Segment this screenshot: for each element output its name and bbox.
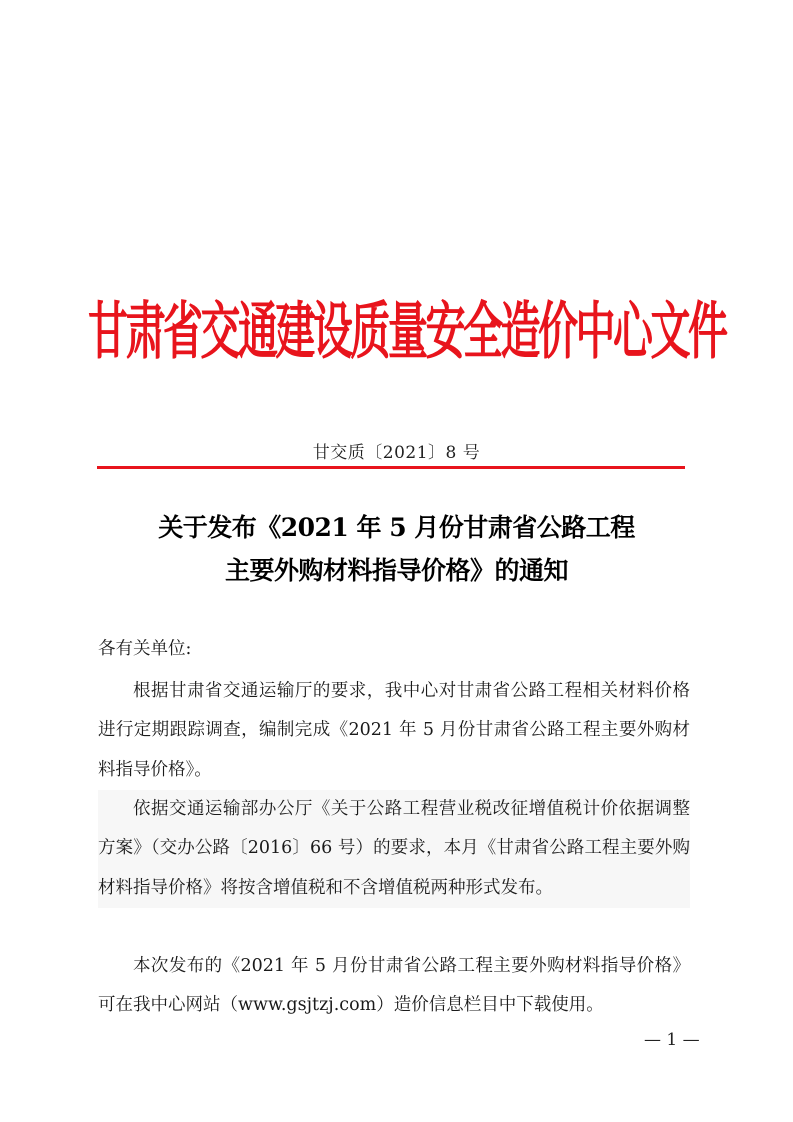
masthead-title: 甘肃省交通建设质量安全造价中心文件 xyxy=(88,296,726,369)
body-paragraph-2: 依据交通运输部办公厅《关于公路工程营业税改征增值税计价依据调整方案》（交办公路〔2016〕66 号）的要求，本月《甘肃省公路工程主要外购材料指导价格》将按含增值税和不含增值税两种形式发布。 xyxy=(98,790,690,908)
notice-title-line-1: 关于发布《2021 年 5 月份甘肃省公路工程 xyxy=(158,513,635,542)
body-paragraph-3: 本次发布的《2021 年 5 月份甘肃省公路工程主要外购材料指导价格》可在我中心网站（www.gsjtzj.com）造价信息栏目中下载使用。 xyxy=(98,956,690,1016)
notice-title-line-2: 主要外购材料指导价格》的通知 xyxy=(224,556,568,585)
red-divider-line xyxy=(97,466,685,469)
page-number: — 1 — xyxy=(644,1030,700,1050)
document-number: 甘交质〔2021〕8 号 xyxy=(312,443,481,463)
body-paragraph-1: 根据甘肃省交通运输厅的要求，我中心对甘肃省公路工程相关材料价格进行定期跟踪调查，编制完成《2021 年 5 月份甘肃省公路工程主要外购材料指导价格》。 xyxy=(98,681,690,780)
salutation: 各有关单位: xyxy=(98,639,192,659)
